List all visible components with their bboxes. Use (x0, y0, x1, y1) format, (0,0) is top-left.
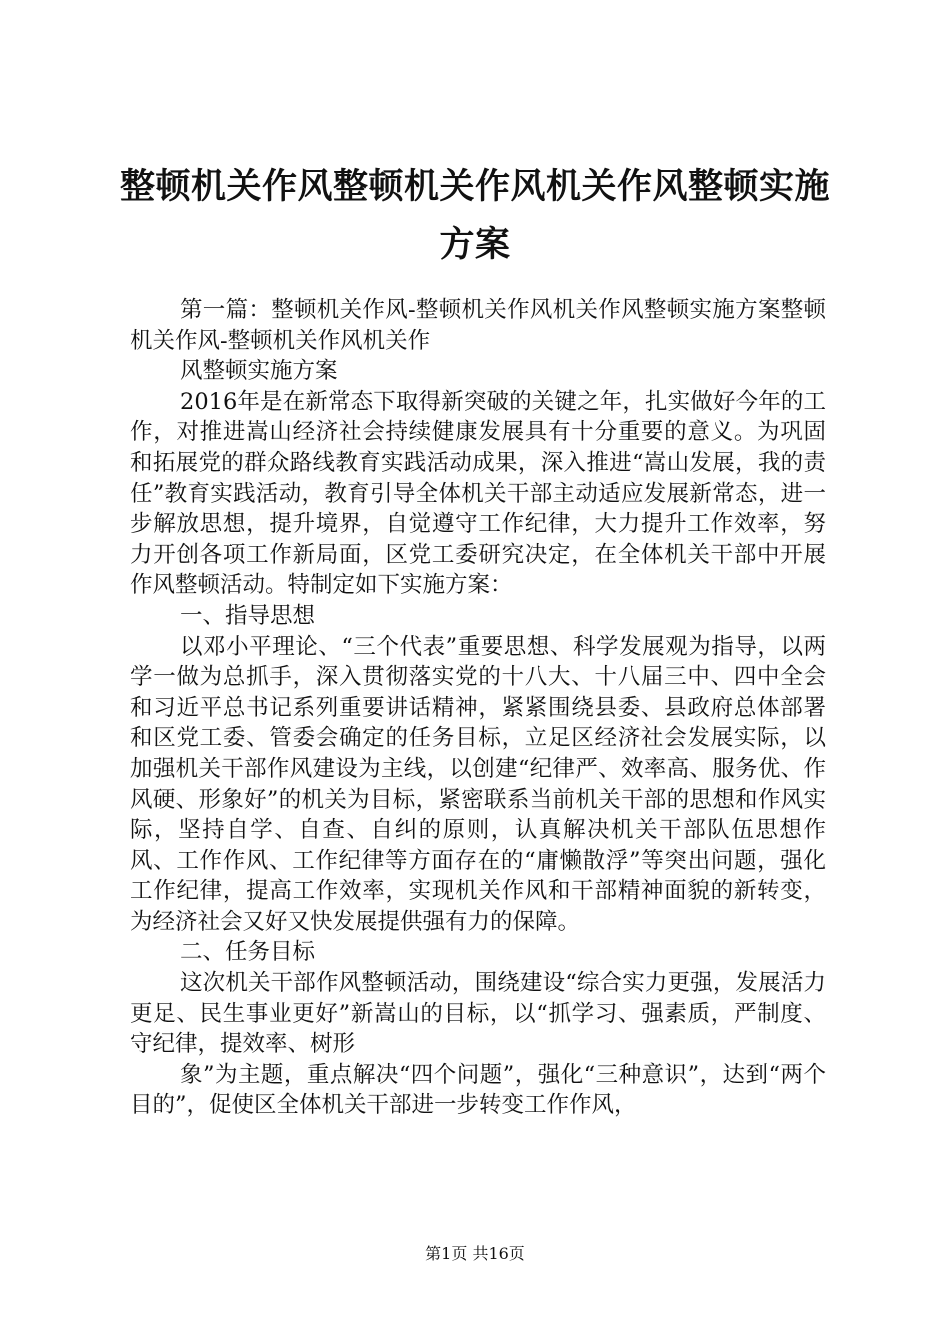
page-number-footer: 第1页 共16页 (425, 1244, 525, 1263)
paragraph-chapter-heading: 第一篇：整顿机关作风-整顿机关作风机关作风整顿实施方案整顿机关作风-整顿机关作风机关作 (130, 297, 826, 354)
section-heading-task-goals: 二、任务目标 (180, 939, 316, 966)
paragraph-task-goals-cont: 象”为主题，重点解决“四个问题”，强化“三种意识”，达到“两个目的”，促使区全体机关干部进一步转变工作作风， (130, 1061, 826, 1119)
section-heading-guiding-ideology: 一、指导思想 (180, 602, 316, 629)
document-body (130, 295, 826, 1121)
paragraph-intro: 2016年是在新常态下取得新突破的关键之年，扎实做好今年的工作，对推进嵩山经济社会持续健康发展具有十分重要的意义。为巩固和拓展党的群众路线教育实践活动成果，深入推进“嵩山发展，我的责任”教育实践活动，教育引导全体机关干部主动适应发展新常态，进一步解放思想，提升境界，自觉遵守工作纪律，大力提升工作效率，努力开创各项工作新局面，区党工委研究决定，在全体机关干部中开展作风整顿活动。特制定如下实施方案： (130, 388, 826, 599)
paragraph-task-goals: 这次机关干部作风整顿活动，围绕建设“综合实力更强，发展活力更足、民生事业更好”新嵩山的目标，以“抓学习、强素质，严制度、守纪律，提效率、树形 (130, 970, 826, 1058)
paragraph-chapter-heading-cont: 风整顿实施方案 (180, 358, 338, 385)
paragraph-guiding-ideology: 以邓小平理论、“三个代表”重要思想、科学发展观为指导，以两学一做为总抓手，深入贯彻落实党的十八大、十八届三中、四中全会和习近平总书记系列重要讲话精神，紧紧围绕县委、县政府总体部署和区党工委、管委会确定的任务目标，立足区经济社会发展实际，以加强机关干部作风建设为主线，以创建“纪律严、效率高、服务优、作风硬、形象好”的机关为目标，紧密联系当前机关干部的思想和作风实际，坚持自学、自查、自纠的原则，认真解决机关干部队伍思想作风、工作作风、工作纪律等方面存在的“庸懒散浮”等突出问题，强化工作纪律，提高工作效率，实现机关作风和干部精神面貌的新转变，为经济社会又好又快发展提供强有力的保障。 (130, 633, 826, 935)
document-title: 整顿机关作风整顿机关作风机关作风整顿实施方案 (120, 167, 831, 265)
